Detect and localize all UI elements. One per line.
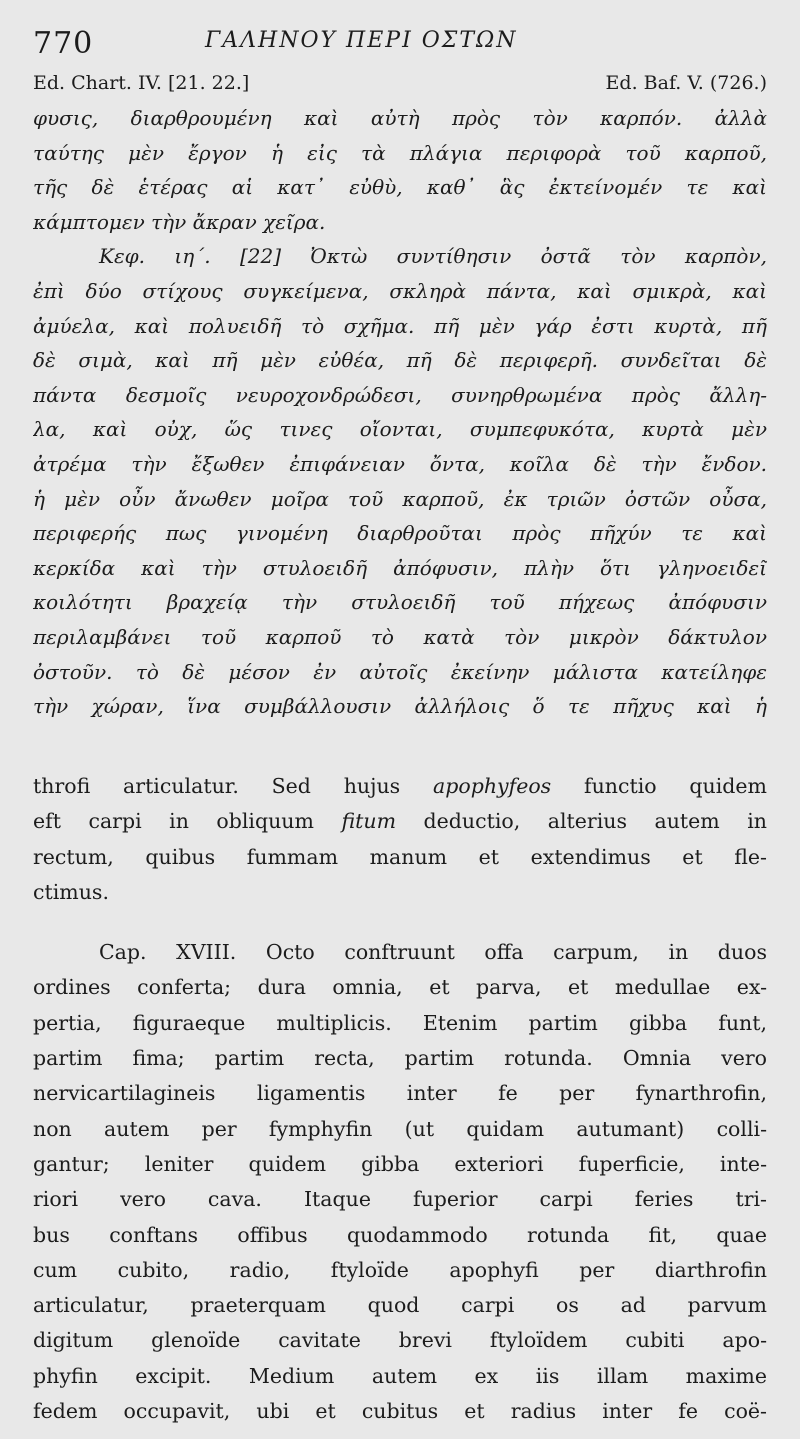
latin-line: ordines conferta; dura omnia, et parva, et medullae ex- (33, 975, 767, 1000)
latin-line: articulatur, praeterquam quod carpi os ad parvum (33, 1293, 767, 1318)
latin-line: nervicartilagineis ligamentis inter fe per fynarthrofin, (33, 1081, 767, 1106)
latin-line: ctimus. (33, 879, 109, 904)
latin-line: digitum glenoïde cavitate brevi ftyloïdem cubiti apo- (33, 1328, 767, 1353)
greek-line: κερκίδα καὶ τὴν στυλοειδῆ ἀπόφυσιν, πλὴν ὅτι γληνοειδεῖ (33, 555, 767, 580)
greek-line: πάντα δεσμοῖς νευροχονδρώδεσι, συνηρθρωμένα πρὸς ἄλλη- (33, 382, 767, 407)
latin-line: pertia, figuraeque multiplicis. Etenim partim gibba funt, (33, 1010, 767, 1035)
greek-line: ἡ μὲν οὖν ἄνωθεν μοῖρα τοῦ καρποῦ, ἐκ τριῶν ὀστῶν οὖσα, (33, 486, 767, 511)
greek-line: ἀμύελα, καὶ πολυειδῆ τὸ σχῆμα. πῆ μὲν γάρ ἐστι κυρτὰ, πῆ (33, 313, 767, 338)
greek-line: περιφερής πως γινομένη διαρθροῦται πρὸς πῆχύν τε καὶ (33, 521, 767, 546)
edition-reference-basel: Ed. Baf. V. (726.) (605, 72, 767, 94)
greek-line: κοιλότητι βραχείᾳ τὴν στυλοειδῆ τοῦ πήχεως ἀπόφυσιν (33, 590, 767, 615)
edition-reference-chartier: Ed. Chart. IV. [21. 22.] (33, 72, 250, 94)
greek-text-block (33, 101, 767, 724)
latin-line-text: eft carpi in obliquum (33, 809, 314, 834)
latin-line-tail: deductio, alterius autem in (423, 809, 767, 834)
latin-line-text: throfi articulatur. Sed hujus (33, 774, 401, 798)
latin-line (33, 804, 767, 839)
latin-line: riori vero cava. Itaque fuperior carpi feries tri- (33, 1187, 767, 1212)
latin-italic-term: apophyfeos (433, 774, 552, 798)
running-head (0, 22, 800, 62)
latin-line: non autem per fymphyfin (ut quidam autumant) colli- (33, 1116, 767, 1141)
greek-line: δὲ σιμὰ, καὶ πῆ μὲν εὐθέα, πῆ δὲ περιφερῆ. συνδεῖται δὲ (33, 348, 767, 373)
greek-line: ἐπὶ δύο στίχους συγκείμενα, σκληρὰ πάντα, καὶ σμικρὰ, καὶ (33, 278, 767, 303)
greek-line: λα, καὶ οὐχ, ὥς τινες οἴονται, συμπεφυκότα, κυρτὰ μὲν (33, 417, 767, 442)
greek-line: τῆς δὲ ἑτέρας αἱ κατ᾿ εὐθὺ, καθ᾿ ἃς ἐκτείνομέν τε καὶ (33, 175, 767, 200)
running-title: ΓΑΛΗΝΟΥ ΠΕΡΙ ΟΣΤΩΝ (205, 28, 518, 53)
greek-line: κάμπτομεν τὴν ἄκραν χεῖρα. (33, 209, 326, 234)
latin-chapter-heading-line: Cap. XVIII. Octo conftruunt offa carpum, in duos (99, 940, 767, 965)
page-number: 770 (33, 26, 94, 61)
paragraph-gap (33, 910, 767, 935)
latin-line: bus conftans offibus quodammodo rotunda fit, quae (33, 1222, 767, 1247)
greek-line: τὴν χώραν, ἵνα συμβάλλουσιν ἀλλήλοις ὅ τε πῆχυς καὶ ἡ (33, 694, 767, 719)
latin-text-block (33, 769, 767, 1429)
latin-line: cum cubito, radio, ftyloïde apophyfi per diarthrofin (33, 1257, 767, 1282)
latin-line: fedem occupavit, ubi et cubitus et radius inter fe coë- (33, 1399, 767, 1424)
latin-line: phyfin excipit. Medium autem ex iis illam maxime (33, 1363, 767, 1388)
latin-line: partim fima; partim recta, partim rotunda. Omnia vero (33, 1046, 767, 1071)
greek-line: περιλαμβάνει τοῦ καρποῦ τὸ κατὰ τὸν μικρὸν δάκτυλον (33, 624, 767, 649)
latin-line-tail: functio quidem (584, 774, 767, 798)
latin-italic-term: fitum (341, 809, 397, 834)
latin-line: rectum, quibus fummam manum et extendimus et fle- (33, 844, 767, 869)
edition-reference-line (33, 72, 767, 102)
greek-line: φυσις, διαρθρουμένη καὶ αὐτὴ πρὸς τὸν καρπόν. ἀλλὰ (33, 106, 767, 130)
greek-line: ταύτης μὲν ἔργον ἡ εἰς τὰ πλάγια περιφορὰ τοῦ καρποῦ, (33, 140, 767, 165)
latin-line: gantur; leniter quidem gibba exteriori fuperficie, inte- (33, 1151, 767, 1176)
latin-line (33, 769, 767, 804)
greek-line: ἀτρέμα τὴν ἔξωθεν ἐπιφάνειαν ὄντα, κοῖλα δὲ τὴν ἔνδον. (33, 451, 767, 476)
greek-line: ὀστοῦν. τὸ δὲ μέσον ἐν αὐτοῖς ἐκείνην μάλιστα κατείληφε (33, 659, 767, 684)
greek-chapter-heading-line: Κεφ. ιη΄. [22] Ὀκτὼ συντίθησιν ὀστᾶ τὸν καρπὸν, (99, 244, 767, 269)
